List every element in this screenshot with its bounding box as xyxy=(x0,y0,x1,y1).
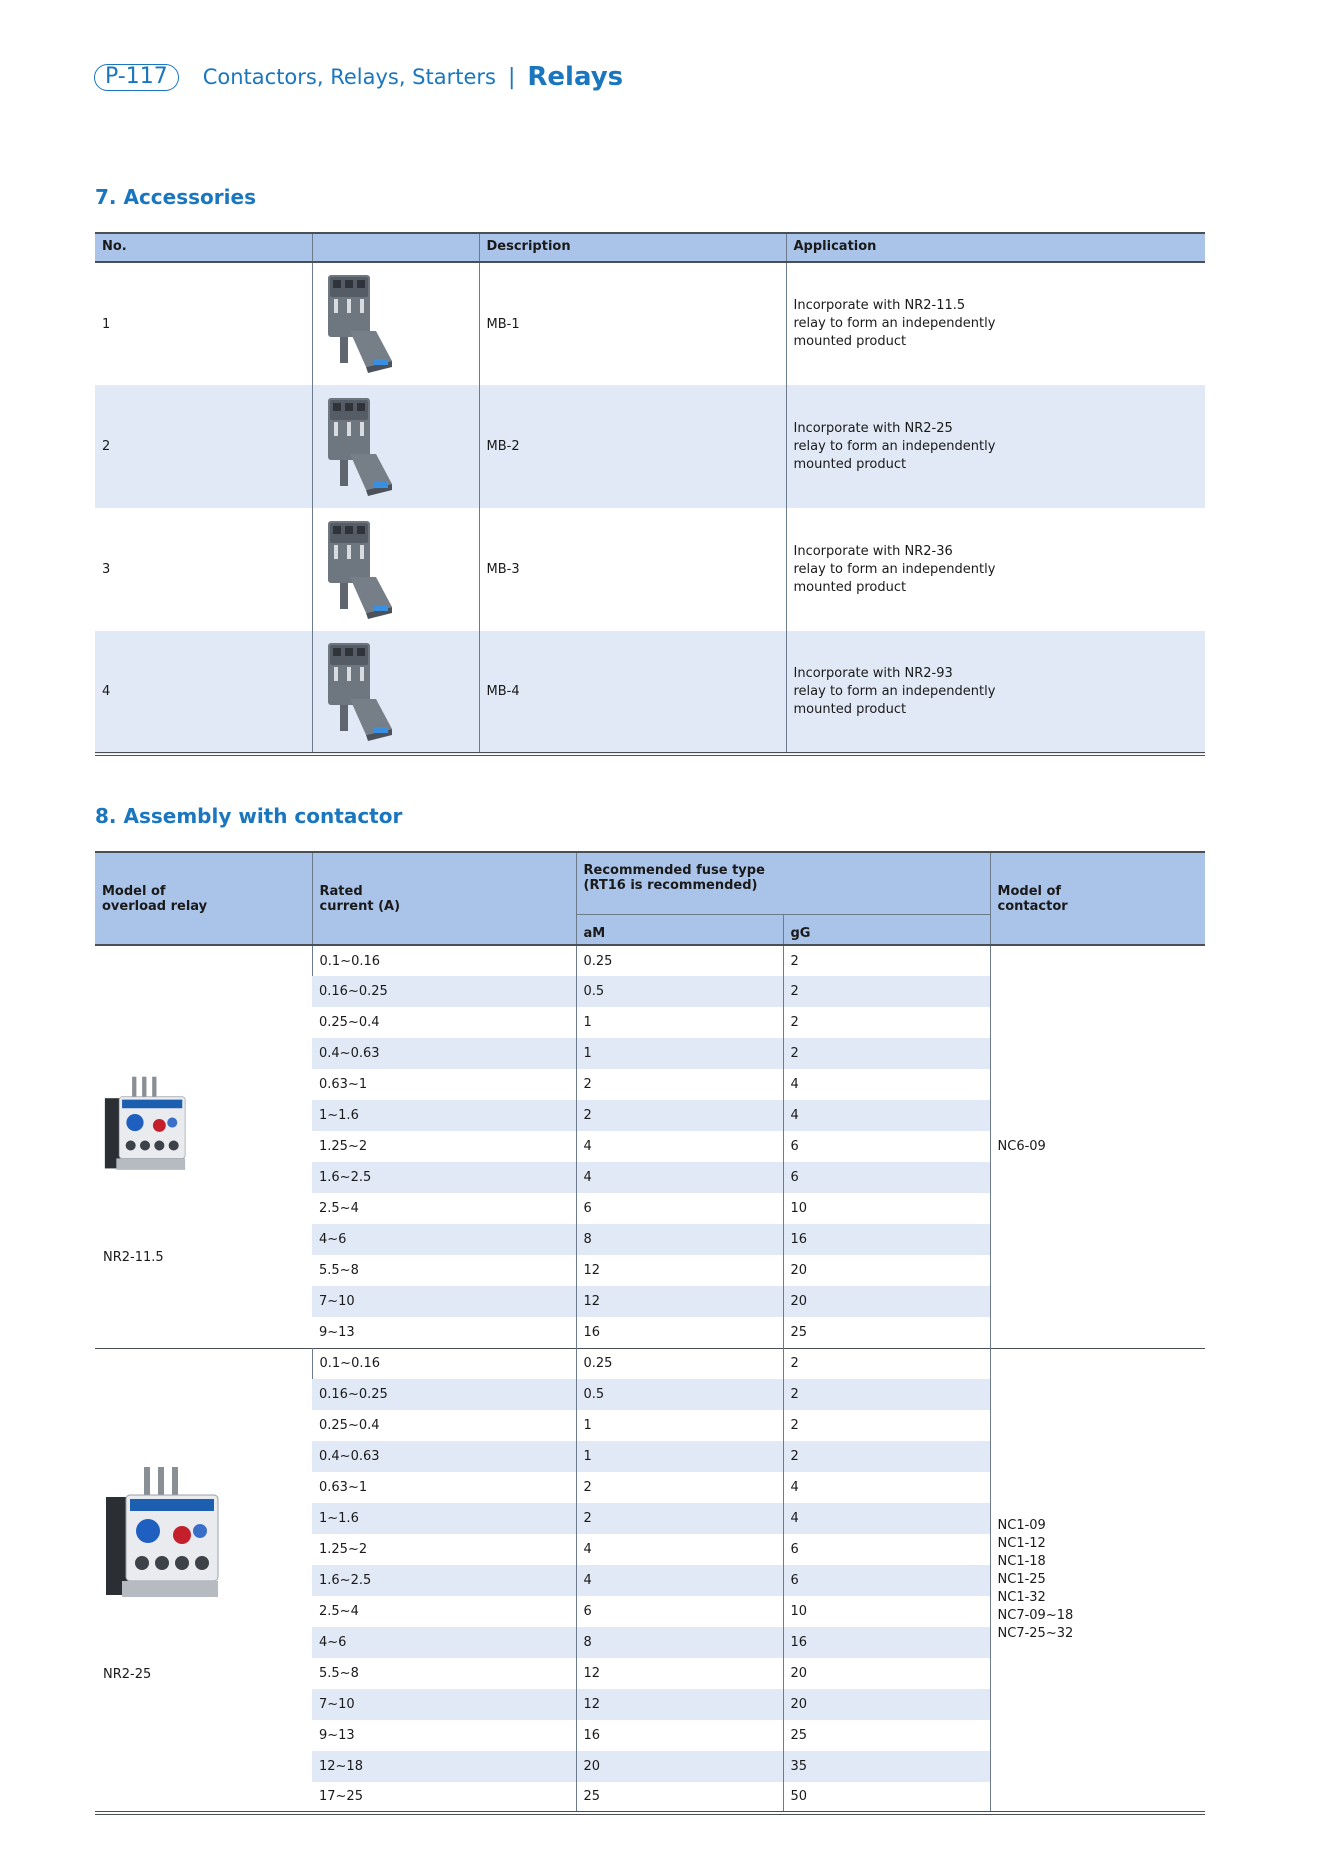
contactor-model: NC1-18 xyxy=(997,1553,1046,1569)
col-header-image xyxy=(312,233,479,262)
rated-current: 0.25~0.4 xyxy=(319,1015,380,1030)
application-line: Incorporate with NR2-25 xyxy=(793,420,953,436)
fuse-gg: 25 xyxy=(783,1720,990,1751)
rated-current: 1~1.6 xyxy=(312,1503,576,1534)
fuse-gg: 20 xyxy=(783,1658,990,1689)
contactor-model: NC1-12 xyxy=(997,1535,1046,1551)
page-number-badge: P-117 xyxy=(94,64,179,91)
col-header-fuse-line1: Recommended fuse type xyxy=(583,863,765,878)
fuse-am: 25 xyxy=(576,1782,783,1813)
fuse-am: 4 xyxy=(576,1565,783,1596)
assembly-header-row xyxy=(95,852,1205,915)
rated-current: 0.4~0.63 xyxy=(312,1038,576,1069)
rated-current: 1.25~2 xyxy=(319,1139,368,1154)
assembly-table xyxy=(95,851,1205,1815)
col-header-contactor-line2: contactor xyxy=(997,898,1068,914)
col-header-current-line2: current (A) xyxy=(319,898,401,914)
fuse-gg: 6 xyxy=(783,1534,990,1565)
rated-current: 0.1~0.16 xyxy=(312,945,576,976)
rated-current: 17~25 xyxy=(319,1789,363,1804)
accessory-application xyxy=(786,508,1205,631)
rated-current: 1~1.6 xyxy=(312,1100,576,1131)
section-name: Relays xyxy=(527,62,624,92)
contactor-model: NC6-09 xyxy=(997,1138,1046,1154)
fuse-am: 0.25 xyxy=(576,945,783,976)
fuse-am: 16 xyxy=(576,1720,783,1751)
fuse-am: 6 xyxy=(576,1193,783,1224)
accessory-image-cell xyxy=(312,631,479,754)
rated-current: 7~10 xyxy=(312,1689,576,1720)
accessory-image-cell xyxy=(312,262,479,385)
application-line: relay to form an independently xyxy=(793,561,996,577)
rated-current: 0.16~0.25 xyxy=(312,1379,576,1410)
application-line: mounted product xyxy=(793,579,907,595)
fuse-gg: 4 xyxy=(783,1100,990,1131)
fuse-gg: 16 xyxy=(783,1224,990,1255)
rated-current: 0.4~0.63 xyxy=(312,1441,576,1472)
accessory-no: 1 xyxy=(102,316,111,332)
accessory-row xyxy=(95,385,1205,508)
fuse-am: 12 xyxy=(576,1255,783,1286)
application-line: Incorporate with NR2-93 xyxy=(793,665,953,681)
fuse-am: 6 xyxy=(576,1596,783,1627)
fuse-am: 0.25 xyxy=(576,1348,783,1379)
fuse-gg: 6 xyxy=(783,1162,990,1193)
col-header-fuse-line2: (RT16 is recommended) xyxy=(583,878,758,893)
fuse-gg: 20 xyxy=(783,1689,990,1720)
mounting-base-image xyxy=(320,394,398,500)
col-header-current-line1: Rated xyxy=(319,883,363,899)
fuse-am: 20 xyxy=(576,1751,783,1782)
rated-current: 2.5~4 xyxy=(319,1604,359,1619)
col-header-contactor xyxy=(990,852,1205,945)
accessory-no: 4 xyxy=(102,684,111,699)
fuse-am: 1 xyxy=(576,1038,783,1069)
fuse-gg: 10 xyxy=(783,1596,990,1627)
accessories-header-row xyxy=(95,233,1205,262)
accessory-description: MB-1 xyxy=(479,262,786,385)
contactor-model-cell xyxy=(990,945,1205,1348)
contactor-model: NC7-09~18 xyxy=(997,1607,1074,1623)
rated-current: 4~6 xyxy=(312,1224,576,1255)
fuse-gg: 2 xyxy=(783,1348,990,1379)
relay-model-name: NR2-25 xyxy=(103,1666,152,1682)
application-line: mounted product xyxy=(793,456,907,472)
accessory-row xyxy=(95,508,1205,631)
rated-current: 0.63~1 xyxy=(319,1077,368,1092)
col-header-relay-line2: overload relay xyxy=(102,898,208,914)
relay-model-cell xyxy=(95,945,312,1348)
accessory-application xyxy=(786,262,1205,385)
contactor-model: NC1-25 xyxy=(997,1571,1046,1587)
table-row xyxy=(95,945,1205,976)
breadcrumb-separator: | xyxy=(507,64,516,90)
fuse-gg: 2 xyxy=(783,1379,990,1410)
fuse-am: 1 xyxy=(576,1410,783,1441)
rated-current: 0.1~0.16 xyxy=(312,1348,576,1379)
col-header-am: aM xyxy=(576,915,783,946)
accessory-row xyxy=(95,631,1205,754)
relay-model-name: NR2-11.5 xyxy=(103,1250,164,1265)
col-header-relay-line1: Model of xyxy=(102,883,166,899)
fuse-am: 2 xyxy=(576,1472,783,1503)
fuse-am: 12 xyxy=(576,1286,783,1317)
application-line: mounted product xyxy=(793,701,907,717)
rated-current: 2.5~4 xyxy=(319,1201,359,1216)
application-line: relay to form an independently xyxy=(793,316,996,331)
col-header-current xyxy=(312,852,576,945)
fuse-am: 0.5 xyxy=(576,976,783,1007)
col-header-contactor-line1: Model of xyxy=(997,883,1062,899)
fuse-am: 2 xyxy=(576,1100,783,1131)
rated-current: 7~10 xyxy=(312,1286,576,1317)
fuse-gg: 4 xyxy=(783,1503,990,1534)
fuse-gg: 2 xyxy=(783,1038,990,1069)
col-header-no: No. xyxy=(95,233,312,262)
page-header xyxy=(94,62,623,92)
rated-current: 0.16~0.25 xyxy=(312,976,576,1007)
accessory-image-cell xyxy=(312,385,479,508)
accessories-table xyxy=(95,232,1205,756)
relay-model-cell xyxy=(95,1348,312,1813)
fuse-gg: 6 xyxy=(783,1565,990,1596)
accessory-description: MB-3 xyxy=(479,508,786,631)
fuse-gg: 2 xyxy=(783,945,990,976)
application-line: Incorporate with NR2-11.5 xyxy=(793,298,966,313)
rated-current: 9~13 xyxy=(319,1324,355,1340)
contactor-model: NC1-32 xyxy=(997,1589,1046,1605)
mounting-base-image xyxy=(320,271,398,377)
fuse-gg: 20 xyxy=(783,1286,990,1317)
fuse-am: 1 xyxy=(576,1007,783,1038)
rated-current: 4~6 xyxy=(312,1627,576,1658)
rated-current: 0.25~0.4 xyxy=(319,1418,380,1433)
accessory-no: 2 xyxy=(102,439,111,454)
breadcrumb: Contactors, Relays, Starters xyxy=(202,65,496,89)
mounting-base-image xyxy=(320,639,398,745)
fuse-am: 8 xyxy=(576,1627,783,1658)
fuse-gg: 2 xyxy=(783,1007,990,1038)
fuse-gg: 2 xyxy=(783,1410,990,1441)
col-header-description: Description xyxy=(479,233,786,262)
contactor-model: NC7-25~32 xyxy=(997,1625,1074,1641)
fuse-gg: 10 xyxy=(783,1193,990,1224)
fuse-gg: 35 xyxy=(783,1751,990,1782)
rated-current: 1.6~2.5 xyxy=(312,1565,576,1596)
accessory-no: 3 xyxy=(102,562,111,577)
mounting-base-image xyxy=(320,517,398,623)
fuse-am: 4 xyxy=(576,1162,783,1193)
accessory-application xyxy=(786,631,1205,754)
rated-current: 9~13 xyxy=(319,1728,355,1743)
col-header-fuse xyxy=(576,852,990,915)
relay-image-wrap xyxy=(102,1074,305,1174)
fuse-gg: 16 xyxy=(783,1627,990,1658)
overload-relay-image xyxy=(102,1074,188,1174)
fuse-am: 12 xyxy=(576,1658,783,1689)
fuse-gg: 6 xyxy=(783,1131,990,1162)
rated-current: 5.5~8 xyxy=(319,1666,359,1681)
fuse-am: 16 xyxy=(576,1317,783,1348)
rated-current: 12~18 xyxy=(312,1751,576,1782)
col-header-relay xyxy=(95,852,312,945)
table-row xyxy=(95,1348,1205,1379)
fuse-am: 8 xyxy=(576,1224,783,1255)
fuse-am: 2 xyxy=(576,1069,783,1100)
assembly-title: 8. Assembly with contactor xyxy=(95,804,403,828)
contactor-model: NC1-09 xyxy=(997,1517,1046,1533)
fuse-am: 12 xyxy=(576,1689,783,1720)
fuse-gg: 2 xyxy=(783,1441,990,1472)
application-line: Incorporate with NR2-36 xyxy=(793,543,953,559)
fuse-gg: 2 xyxy=(783,976,990,1007)
accessory-image-cell xyxy=(312,508,479,631)
accessories-title: 7. Accessories xyxy=(95,185,256,209)
overload-relay-image xyxy=(102,1465,222,1601)
fuse-am: 4 xyxy=(576,1131,783,1162)
rated-current: 1.25~2 xyxy=(319,1542,368,1557)
fuse-am: 4 xyxy=(576,1534,783,1565)
fuse-gg: 20 xyxy=(783,1255,990,1286)
fuse-gg: 4 xyxy=(783,1069,990,1100)
application-line: relay to form an independently xyxy=(793,683,996,699)
contactor-model-cell xyxy=(990,1348,1205,1813)
fuse-gg: 50 xyxy=(783,1782,990,1813)
fuse-am: 2 xyxy=(576,1503,783,1534)
application-line: mounted product xyxy=(793,334,907,349)
accessory-row xyxy=(95,262,1205,385)
fuse-am: 0.5 xyxy=(576,1379,783,1410)
fuse-gg: 25 xyxy=(783,1317,990,1348)
fuse-am: 1 xyxy=(576,1441,783,1472)
relay-image-wrap xyxy=(102,1465,305,1601)
accessory-application xyxy=(786,385,1205,508)
accessory-description: MB-2 xyxy=(479,385,786,508)
accessory-description: MB-4 xyxy=(479,631,786,754)
rated-current: 1.6~2.5 xyxy=(312,1162,576,1193)
col-header-gg: gG xyxy=(783,915,990,946)
rated-current: 5.5~8 xyxy=(319,1263,359,1278)
rated-current: 0.63~1 xyxy=(319,1480,368,1495)
application-line: relay to form an independently xyxy=(793,438,996,454)
fuse-gg: 4 xyxy=(783,1472,990,1503)
col-header-application: Application xyxy=(786,233,1205,262)
